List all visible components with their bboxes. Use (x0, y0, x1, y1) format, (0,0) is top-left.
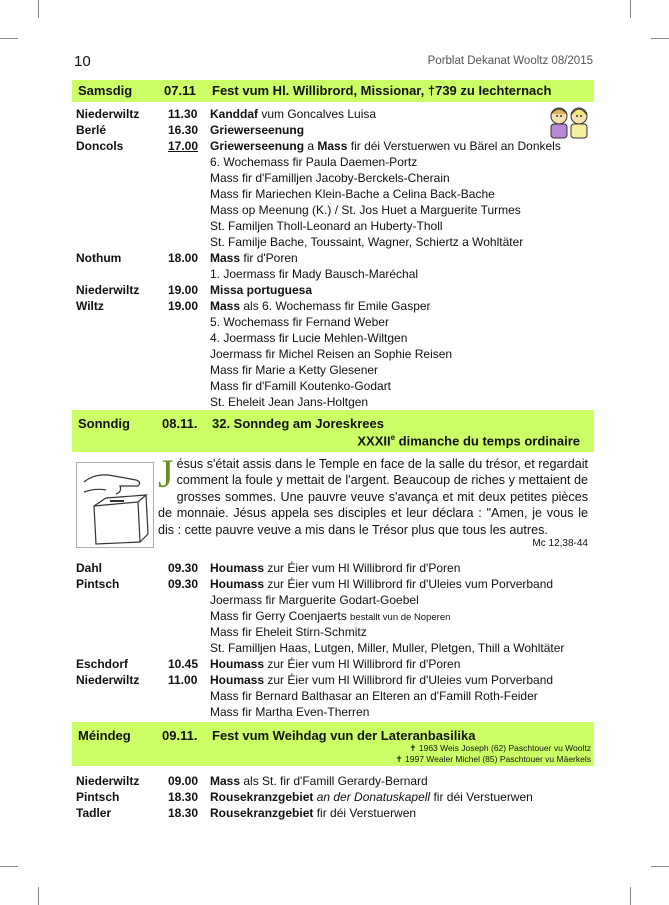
schedule-row (76, 688, 593, 704)
schedule-row (76, 138, 593, 154)
day-name: Sonndig (78, 416, 130, 431)
gospel-text (158, 451, 588, 538)
schedule-row (76, 624, 593, 640)
schedule-row (76, 106, 593, 122)
service-description: Rousekranzgebiet fir déi Verstuerwen (210, 806, 417, 820)
service-description: Houmass zur Éier vum Hl Willibrord fir d'Uleies vum Porverband (210, 577, 554, 591)
service-description: St. Familje Bache, Toussaint, Wagner, Schiertz a Wohltäter (210, 235, 524, 249)
service-description: 1. Joermass fir Mady Bausch-Maréchal (210, 267, 419, 281)
service-description: Mass fir d'Familljen Jacoby-Berckels-Cherain (210, 171, 450, 185)
schedule-row (76, 186, 593, 202)
service-description: Mass als 6. Wochemass fir Emile Gasper (210, 299, 431, 313)
gospel-body: ésus s'était assis dans le Temple en face de la salle du trésor, et regardait comment la foule y mettait de l'argent. Beaucoup de riches y mettaient de grosses sommes. Une pauvre veuve s'avança et mit deux petites pièces de monnaie. Jésus appela ses disciples et leur déclara : "Amen, je vous le dis : cette pauvre veuve a mis dans le Trésor plus que tous les autres. (158, 457, 588, 537)
crop-mark (0, 866, 18, 867)
crop-mark (38, 0, 39, 18)
day-date: 08.11. (162, 416, 198, 431)
service-description: Mass als St. fir d'Famill Gerardy-Bernard (210, 774, 428, 788)
page-header (74, 53, 593, 73)
crop-mark (630, 887, 631, 905)
schedule-row (76, 592, 593, 608)
service-time: 16.30 (168, 123, 199, 137)
service-description: 6. Wochemass fir Paula Daemen-Portz (210, 155, 418, 169)
schedule-row (76, 218, 593, 234)
gospel-box (72, 452, 594, 557)
place-name: Doncols (76, 139, 124, 153)
service-description: 5. Wochemass fir Fernand Weber (210, 315, 389, 329)
service-description: Mass fir Gerry Coenjaerts bestallt vun de Noperen (210, 609, 451, 623)
schedule-row (76, 346, 593, 362)
service-description: Mass fir Marie a Ketty Glesener (210, 363, 379, 377)
service-description: Joermass fir Michel Reisen an Sophie Reisen (210, 347, 453, 361)
schedule-row (76, 773, 593, 789)
crop-mark (630, 0, 631, 18)
service-time: 11.00 (168, 673, 198, 687)
crop-mark (0, 38, 18, 39)
schedule-row (76, 805, 593, 821)
service-time: 18.00 (168, 251, 199, 265)
day-name: Samsdig (78, 83, 133, 98)
place-name: Berlé (76, 123, 107, 137)
service-description: 4. Joermass fir Lucie Mehlen-Wiltgen (210, 331, 408, 345)
crop-mark (38, 887, 39, 905)
service-time: 11.30 (168, 107, 198, 121)
place-name: Pintsch (76, 790, 120, 804)
service-description: Rousekranzgebiet an der Donatuskapell fir déi Verstuerwen (210, 790, 533, 804)
place-name: Nothum (76, 251, 122, 265)
day-name: Méindeg (78, 728, 131, 743)
service-time: 09.00 (168, 774, 199, 788)
feast-title-french: XXXIIe dimanche du temps ordinaire (357, 433, 580, 449)
schedule-row (76, 250, 593, 266)
day-band-sunday (72, 410, 594, 452)
crop-mark (651, 866, 669, 867)
place-name: Niederwiltz (76, 107, 140, 121)
service-description: Mass fir Eheleit Stirn-Schmitz (210, 625, 367, 639)
service-description: Griewerseenung a Mass fir déi Verstuerwen vu Bärel an Donkels (210, 139, 561, 153)
service-description: Houmass zur Éier vum Hl Willibrord fir d'Uleies vum Porverband (210, 673, 554, 687)
gospel-reference: Mc 12,38-44 (532, 538, 588, 549)
schedule-row (76, 170, 593, 186)
day-date: 09.11. (162, 728, 198, 743)
place-name: Dahl (76, 561, 103, 575)
schedule-row (76, 154, 593, 170)
service-description: Mass op Meenung (K.) / St. Jos Huet a Marguerite Turmes (210, 203, 521, 217)
obituary-line: ✝ 1997 Wealer Michel (85) Paschtouer vu Mäerkels (395, 754, 591, 764)
schedule-row (76, 704, 593, 720)
schedule-row (76, 640, 593, 656)
day-date: 07.11 (164, 83, 196, 98)
service-time: 18.30 (168, 806, 199, 820)
service-time: 09.30 (168, 577, 199, 591)
service-description: Joermass fir Marguerite Godart-Goebel (210, 593, 419, 607)
schedule-row (76, 314, 593, 330)
place-name: Niederwiltz (76, 774, 140, 788)
schedule-row (76, 560, 593, 576)
schedule-row (76, 266, 593, 282)
schedule-row (76, 789, 593, 805)
place-name: Niederwiltz (76, 283, 140, 297)
service-description: St. Eheleit Jean Jans-Holtgen (210, 395, 369, 409)
service-time: 09.30 (168, 561, 199, 575)
schedule-row (76, 656, 593, 672)
schedule-row (76, 330, 593, 346)
service-time: 18.30 (168, 790, 199, 804)
feast-title: 32. Sonndeg am Joreskrees (212, 416, 384, 431)
obituary-line: ✝ 1963 Weis Joseph (62) Paschtouer vu Wooltz (409, 743, 591, 753)
place-name: Eschdorf (76, 657, 129, 671)
schedule-row (76, 282, 593, 298)
schedule-row (76, 608, 593, 624)
place-name: Wiltz (76, 299, 104, 313)
place-name: Niederwiltz (76, 673, 140, 687)
service-time: 10.45 (168, 657, 199, 671)
service-description: Houmass zur Éier vum Hl Willibrord fir d'Poren (210, 561, 461, 575)
service-description: St. Familjen Tholl-Leonard an Huberty-Tholl (210, 219, 443, 233)
service-description: Mass fir Mariechen Klein-Bache a Celina Back-Bache (210, 187, 495, 201)
schedule-row (76, 122, 593, 138)
drop-cap: J (158, 451, 174, 496)
day-band-saturday (72, 80, 594, 102)
schedule-row (76, 378, 593, 394)
service-time: 17.00 (168, 139, 199, 153)
service-description: St. Familljen Haas, Lutgen, Miller, Muller, Pletgen, Thill a Wohltäter (210, 641, 565, 655)
service-description: Mass fir d'Poren (210, 251, 298, 265)
schedule-row (76, 394, 593, 410)
schedule-row (76, 362, 593, 378)
crop-mark (651, 38, 669, 39)
schedule-row (76, 298, 593, 314)
service-description: Mass fir Bernard Balthasar an Elteren an d'Famill Roth-Feider (210, 689, 538, 703)
schedule-row (76, 202, 593, 218)
schedule-row (76, 576, 593, 592)
place-name: Tadler (76, 806, 112, 820)
feast-title: Fest vum Weihdag vun der Lateranbasilika (212, 728, 476, 743)
feast-title: Fest vum Hl. Willibrord, Missionar, †739 zu Iechternach (212, 83, 552, 98)
service-description: Kanddaf vum Goncalves Luisa (210, 107, 377, 121)
service-description: Mass fir d'Famill Koutenko-Godart (210, 379, 392, 393)
schedule-row (76, 672, 593, 688)
service-description: Missa portuguesa (210, 283, 313, 297)
service-description: Houmass zur Éier vum Hl Willibrord fir d'Poren (210, 657, 461, 671)
publication-title: Porblat Dekanat Wooltz 08/2015 (427, 55, 593, 67)
service-time: 19.00 (168, 299, 199, 313)
schedule-row (76, 234, 593, 250)
place-name: Pintsch (76, 577, 120, 591)
service-description: Griewerseenung (210, 123, 305, 137)
service-description: Mass fir Martha Even-Therren (210, 705, 370, 719)
offering-box-drawing-icon (76, 462, 154, 548)
page-number: 10 (74, 53, 91, 70)
service-time: 19.00 (168, 283, 199, 297)
